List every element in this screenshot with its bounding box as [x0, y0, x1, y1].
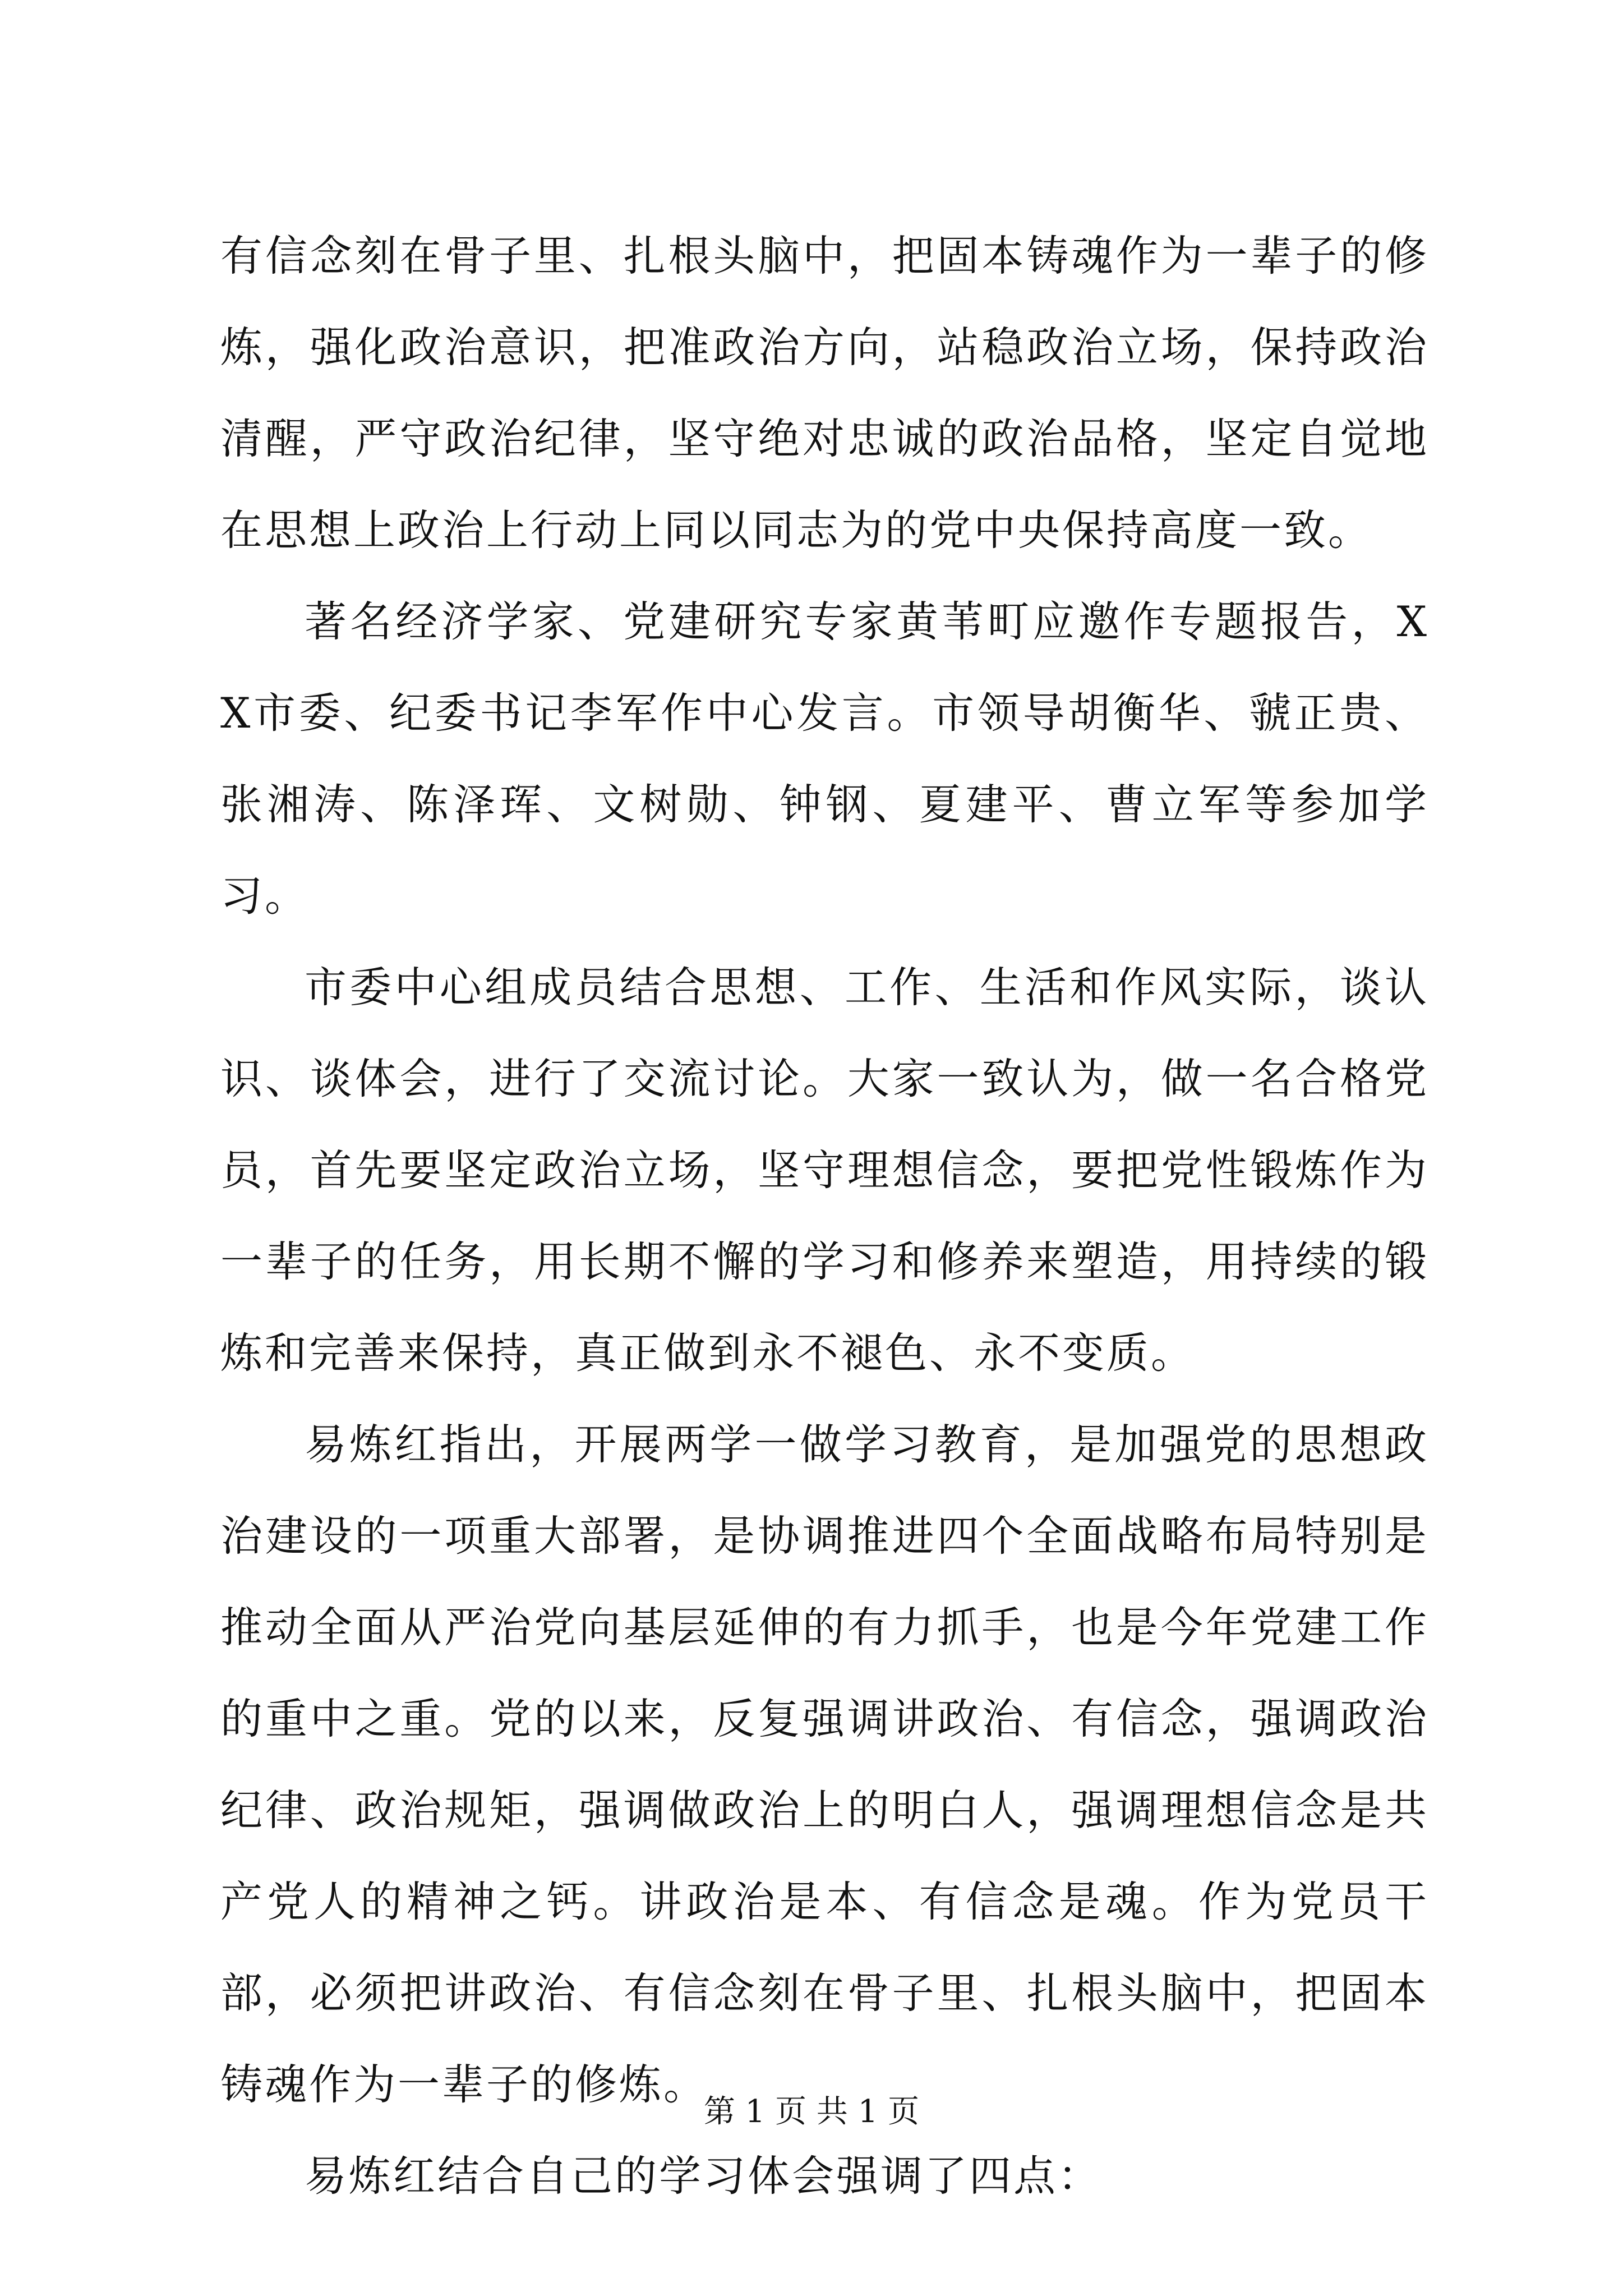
document-body — [220, 210, 1429, 2222]
paragraph-remarks: 易炼红指出，开展两学一做学习教育，是加强党的思想政治建设的一项重大部署，是协调推进四个全面战略布局特别是推动全面从严治党向基层延伸的有力抓手，也是今年党建工作的重中之重。党的以来，反复强调讲政治、有信念，强调政治纪律、政治规矩，强调做政治上的明白人，强调理想信念是共产党人的精神之钙。讲政治是本、有信念是魂。作为党员干部，必须把讲政治、有信念刻在骨子里、扎根头脑中，把固本铸魂作为一辈子的修炼。 — [220, 1420, 1429, 2109]
paragraph-four-points: 易炼红结合自己的学习体会强调了四点： — [305, 2151, 1103, 2201]
paragraph-report: 著名经济学家、党建研究专家黄苇町应邀作专题报告，XX市委、纪委书记李军作中心发言。市领导胡衡华、虢正贵、张湘涛、陈泽珲、文树勋、钟钢、夏建平、曹立军等参加学习。 — [220, 597, 1429, 921]
paragraph-continuation: 有信念刻在骨子里、扎根头脑中，把固本铸魂作为一辈子的修炼，强化政治意识，把准政治方向，站稳政治立场，保持政治清醒，严守政治纪律，坚守绝对忠诚的政治品格，坚定自觉地在思想上政治上行动上同以同志为的党中央保持高度一致。 — [220, 231, 1429, 555]
page-footer: 第 1 页 共 1 页 — [703, 2093, 920, 2130]
paragraph-discussion: 市委中心组成员结合思想、工作、生活和作风实际，谈认识、谈体会，进行了交流讨论。大家一致认为，做一名合格党员，首先要坚定政治立场，坚守理想信念，要把党性锻炼作为一辈子的任务，用长期不懈的学习和修养来塑造，用持续的锻炼和完善来保持，真正做到永不褪色、永不变质。 — [220, 963, 1429, 1378]
